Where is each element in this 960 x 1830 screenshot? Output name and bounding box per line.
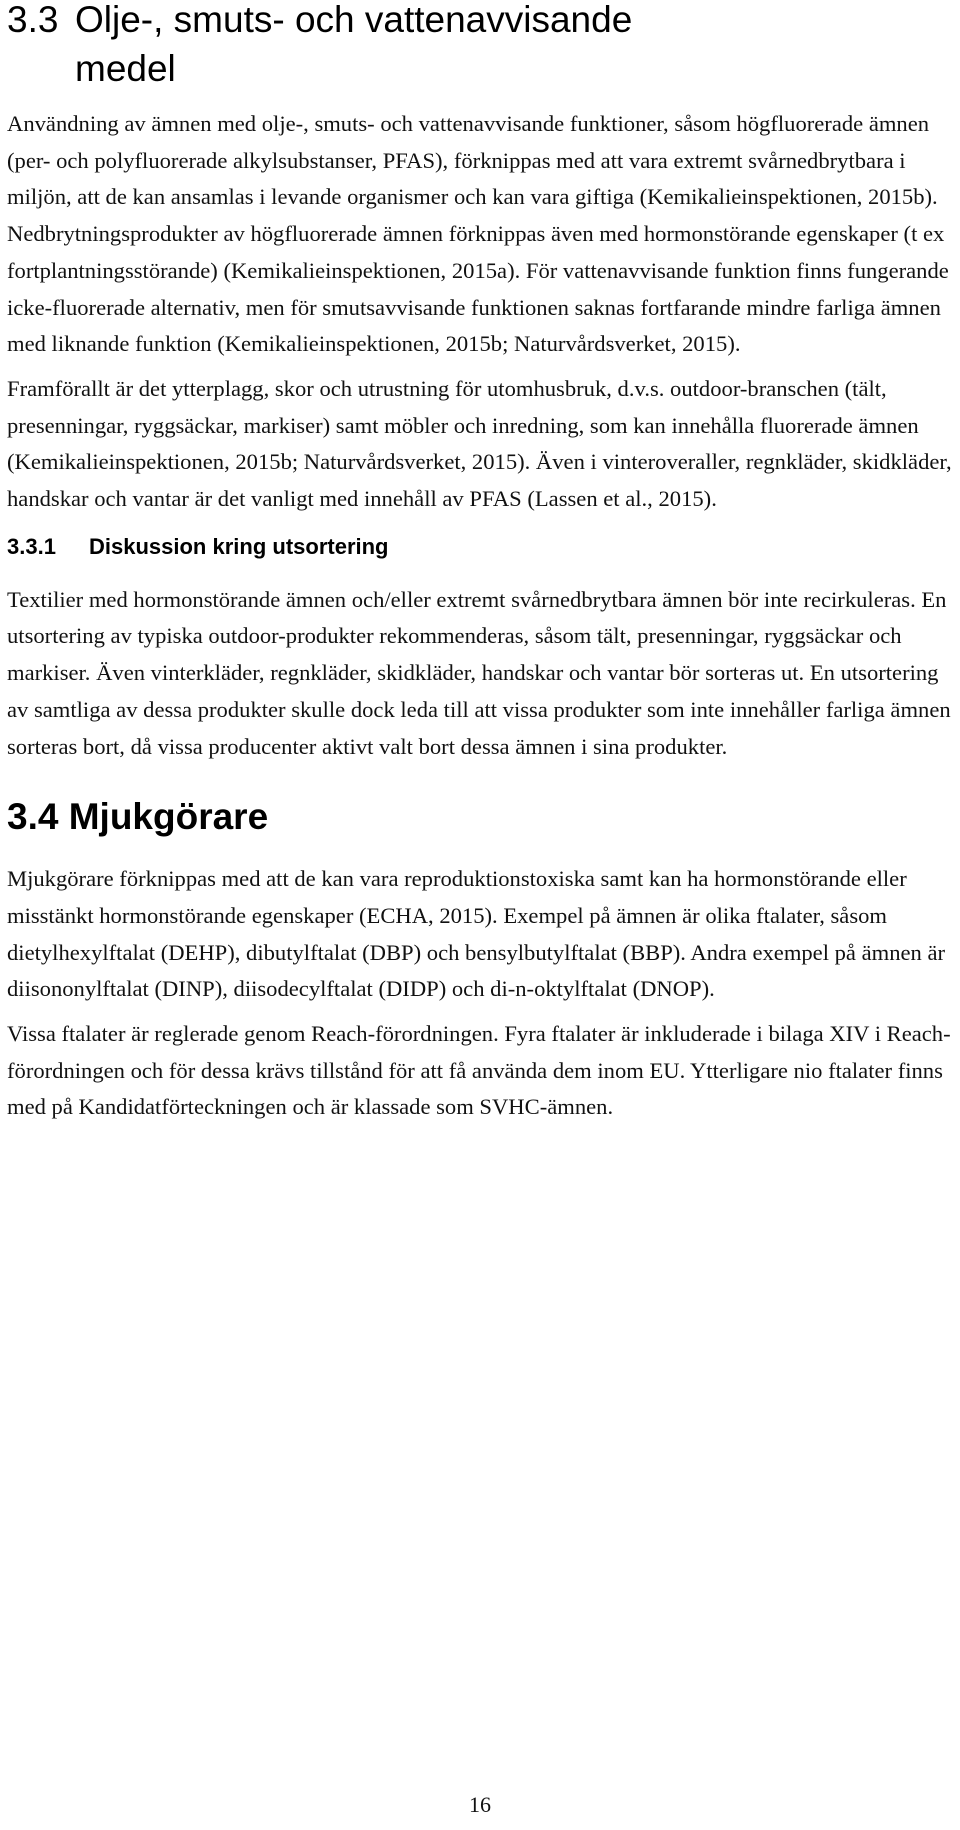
subsection-heading-3-3-1 bbox=[7, 532, 955, 562]
section-heading-3-3 bbox=[7, 0, 955, 93]
paragraph: Användning av ämnen med olje-, smuts- och vattenavvisande funktioner, såsom högfluorerade ämnen (per- och polyfluorerade alkylsubstanser, PFAS), förknippas med att vara extremt svårnedbrytbara i miljön, att de kan ansamlas i levande organismer och kan vara giftiga (Kemikalieinspektionen, 2015b). Nedbrytningsprodukter av högfluorerade ämnen förknippas även med hormonstörande egenskaper (t ex fortplantningsstörande) (Kemikalieinspektionen, 2015a). För vattenavvisande funktion finns fungerande icke-fluorerade alternativ, men för smutsavvisande funktionen saknas fortfarande mindre farliga ämnen med liknande funktion (Kemikalieinspektionen, 2015b; Naturvårdsverket, 2015). bbox=[7, 111, 949, 357]
section-number: 3.3 bbox=[7, 0, 59, 40]
paragraph: Vissa ftalater är reglerade genom Reach-förordningen. Fyra ftalater är inkluderade i bilaga XIV i Reach-förordningen och för dessa krävs tillstånd för att få använda dem inom EU. Ytterligare nio ftalater finns med på Kandidatförteckningen och är klassade som SVHC-ämnen. bbox=[7, 1021, 951, 1120]
subsection-title: Diskussion kring utsortering bbox=[89, 533, 389, 559]
section-title-line1: Olje-, smuts- och vattenavvisande bbox=[75, 0, 633, 40]
document-page bbox=[7, 0, 955, 1126]
section-title: Mjukgörare bbox=[68, 796, 269, 838]
section-number: 3.4 bbox=[7, 796, 59, 838]
section-heading-3-4 bbox=[7, 793, 955, 841]
paragraph: Framförallt är det ytterplagg, skor och utrustning för utomhusbruk, d.v.s. outdoor-branschen (tält, presenningar, ryggsäckar, markiser) samt möbler och inredning, som kan innehålla fluorerade ämnen (Kemikalieinspektionen, 2015b; Naturvårdsverket, 2015). Även i vinteroveraller, regnkläder, skidkläder, handskar och vantar är det vanligt med innehåll av PFAS (Lassen et al., 2015). bbox=[7, 375, 952, 512]
paragraph: Textilier med hormonstörande ämnen och/eller extremt svårnedbrytbara ämnen bör inte recirkuleras. En utsortering av typiska outdoor-produkter rekommenderas, såsom tält, presenningar, ryggsäckar och markiser. Även vinterkläder, regnkläder, skidkläder, handskar och vantar bör sorteras ut. En utsortering av samtliga av dessa produkter skulle dock leda till att vissa produkter som inte innehåller farliga ämnen sorteras bort, då vissa producenter aktivt valt bort dessa ämnen i sina produkter. bbox=[7, 586, 951, 759]
paragraph: Mjukgörare förknippas med att de kan vara reproduktionstoxiska samt kan ha hormonstörande eller misstänkt hormonstörande egenskaper (ECHA, 2015). Exempel på ämnen är olika ftalater, såsom dietylhexylftalat (DEHP), dibutylftalat (DBP) och bensylbutylftalat (BBP). Andra exempel på ämnen är diisononylftalat (DINP), diisodecylftalat (DIDP) och di-n-oktylftalat (DNOP). bbox=[7, 866, 946, 1002]
page-number: 16 bbox=[469, 1792, 491, 1817]
subsection-number: 3.3.1 bbox=[7, 533, 56, 559]
section-title-line2: medel bbox=[75, 48, 176, 89]
